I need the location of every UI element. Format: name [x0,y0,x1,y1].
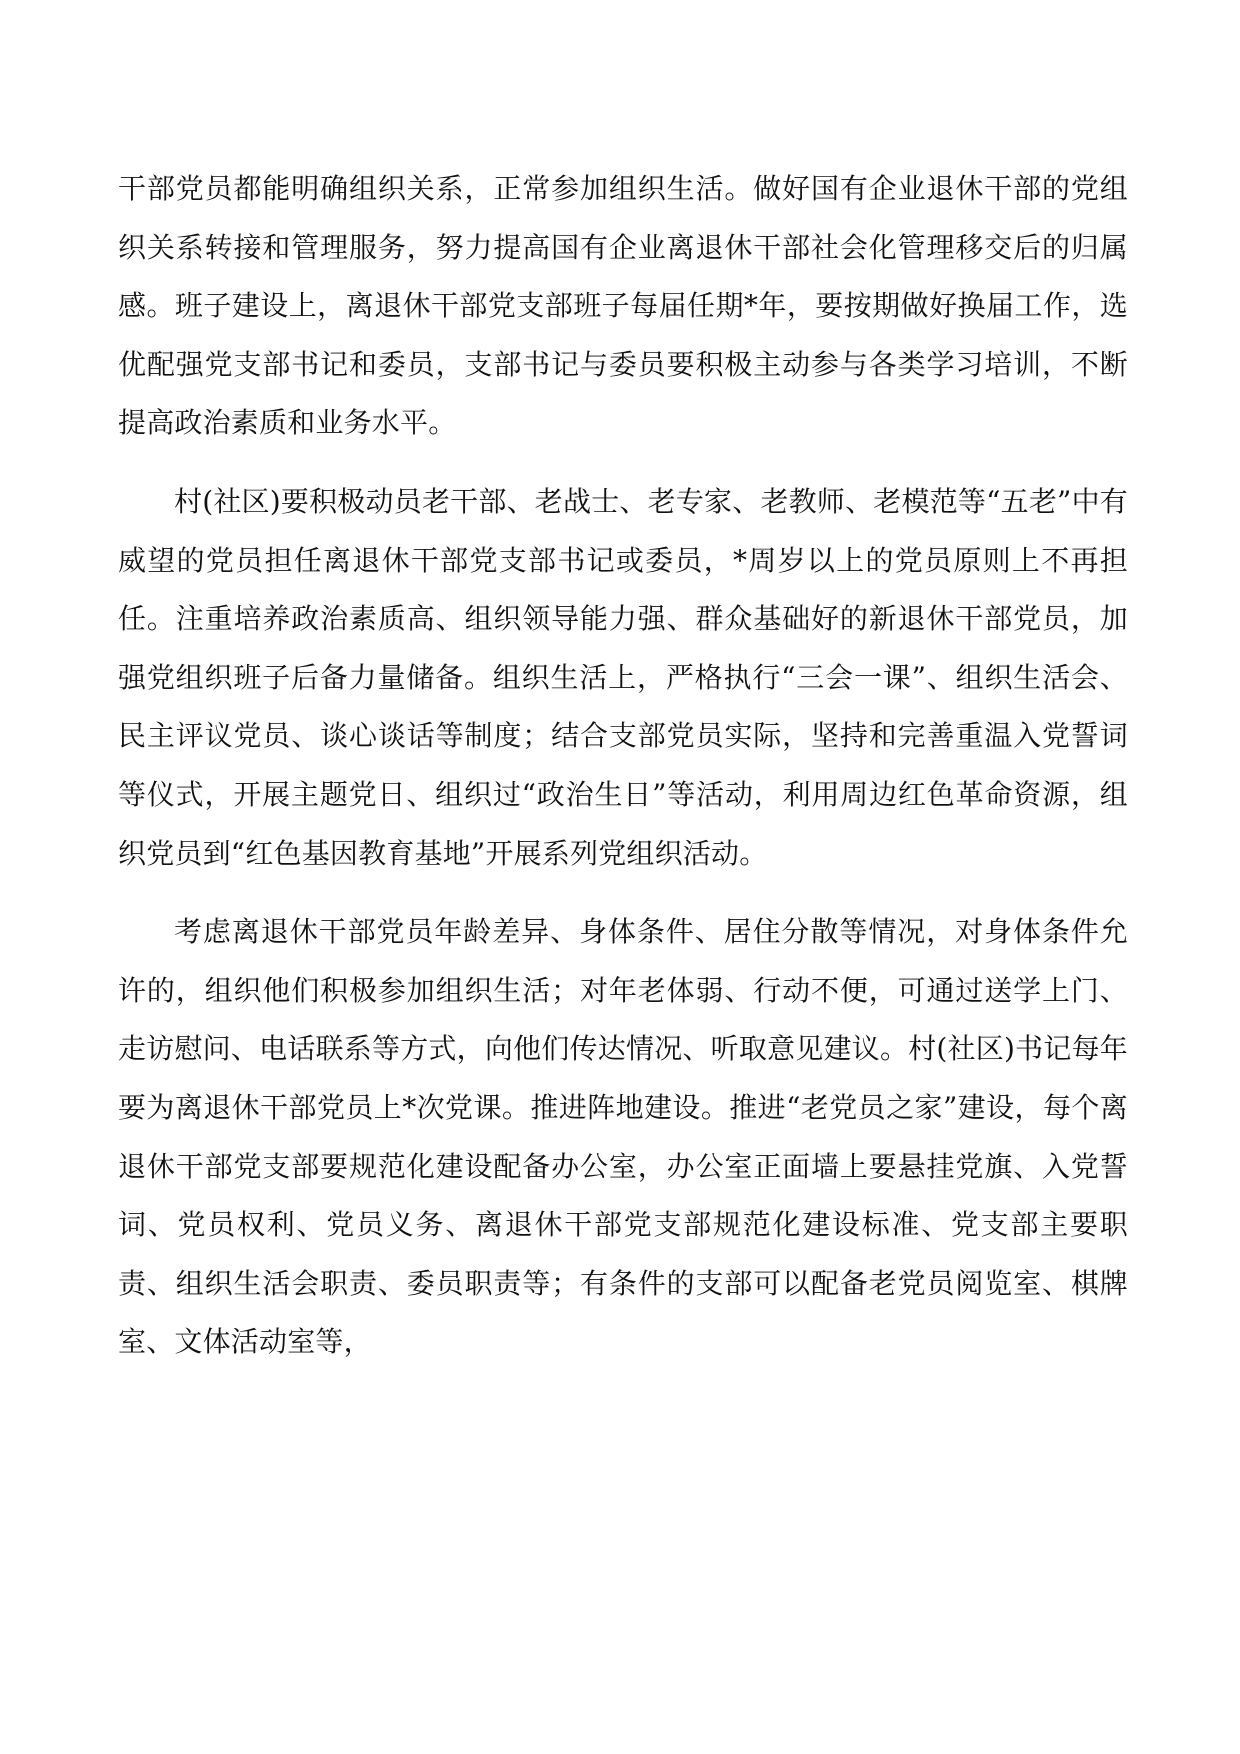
document-page [118,160,1128,1372]
paragraph-retired-cadres: 考虑离退休干部党员年龄差异、身体条件、居住分散等情况，对身体条件允许的，组织他们积极参加组织生活；对年老体弱、行动不便，可通过送学上门、走访慰问、电话联系等方式，向他们传达情况、听取意见建议。村(社区)书记每年要为离退休干部党员上*次党课。推进阵地建设。推进“老党员之家”建设，每个离退休干部党支部要规范化建设配备办公室，办公室正面墙上要悬挂党旗、入党誓词、党员权利、党员义务、离退休干部党支部规范化建设标准、党支部主要职责、组织生活会职责、委员职责等；有条件的支部可以配备老党员阅览室、棋牌室、文体活动室等， [118,915,1128,1359]
paragraph-continuation: 干部党员都能明确组织关系，正常参加组织生活。做好国有企业退休干部的党组织关系转接和管理服务，努力提高国有企业离退休干部社会化管理移交后的归属感。班子建设上，离退休干部党支部班子每届任期*年，要按期做好换届工作，选优配强党支部书记和委员，支部书记与委员要积极主动参与各类学习培训，不断提高政治素质和业务水平。 [118,172,1128,440]
paragraph-village-community: 村(社区)要积极动员老干部、老战士、老专家、老教师、老模范等“五老”中有威望的党员担任离退休干部党支部书记或委员，*周岁以上的党员原则上不再担任。注重培养政治素质高、组织领导能力强、群众基础好的新退休干部党员，加强党组织班子后备力量储备。组织生活上，严格执行“三会一课”、组织生活会、民主评议党员、谈心谈话等制度；结合支部党员实际，坚持和完善重温入党誓词等仪式，开展主题党日、组织过“政治生日”等活动，利用周边红色革命资源，组织党员到“红色基因教育基地”开展系列党组织活动。 [118,484,1128,870]
